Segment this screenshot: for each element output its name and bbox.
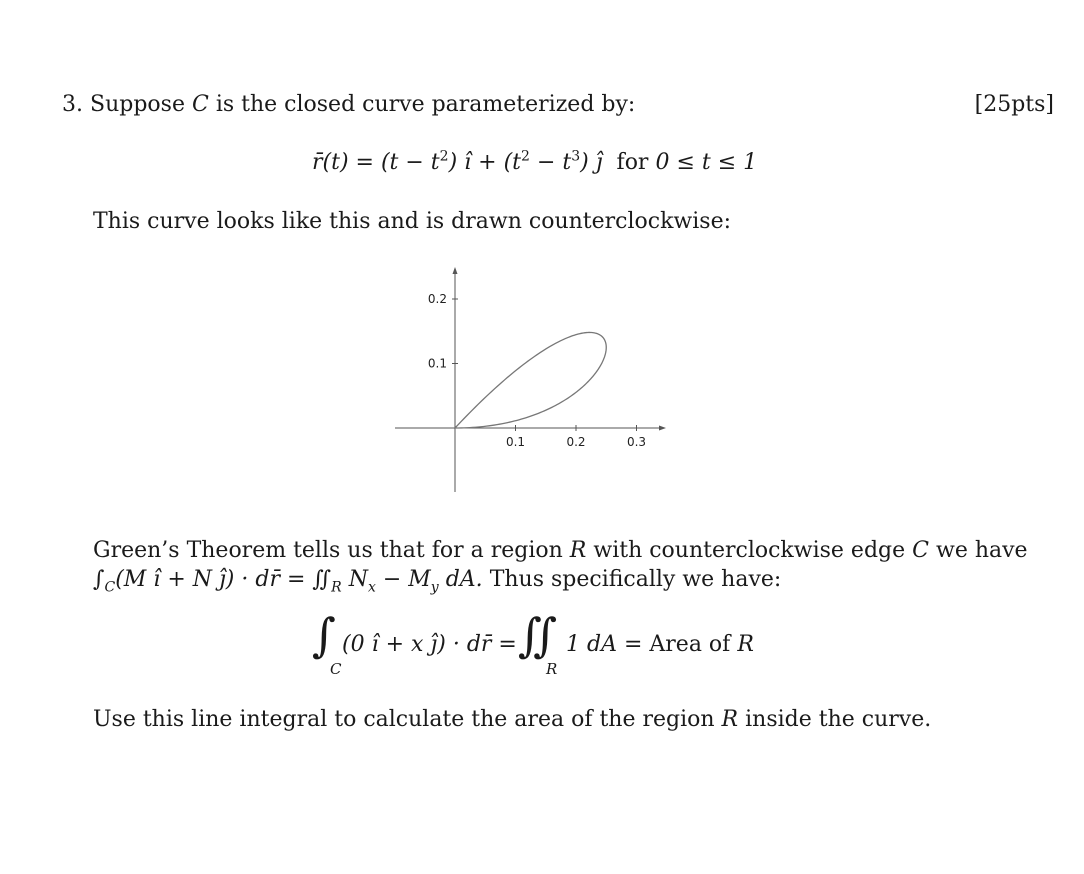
eq-integral-sub: C — [330, 660, 342, 678]
problem-number: 3. — [62, 92, 83, 117]
x-axis-arrow — [659, 426, 666, 431]
eq-double-integral-sign: ∬ — [518, 608, 558, 662]
greens-line-1 — [93, 538, 1028, 564]
eq-rhs-text: 1 dA = — [566, 632, 650, 657]
instruction-text-a: Use this line integral to calculate the area of the region — [93, 707, 715, 732]
x-tick-label: 0.1 — [505, 435, 526, 449]
greens-text-c: we have — [935, 538, 1028, 563]
eq-area-R: R — [737, 632, 754, 657]
greens-line-2 — [93, 567, 782, 596]
greens-C: C — [912, 538, 929, 563]
intro-pre: Suppose — [90, 92, 185, 117]
greens-dA: dA. — [438, 567, 483, 592]
x-ticks — [506, 425, 646, 449]
parameterization-equation — [312, 150, 757, 176]
greens-text-b: with counterclockwise edge — [593, 538, 906, 563]
y-axis-arrow — [453, 267, 458, 274]
points-label: [25pts] — [974, 92, 1054, 117]
greens-int: ∫ — [93, 567, 105, 592]
param-exp2: 2 — [439, 148, 449, 165]
param-for: for — [616, 150, 649, 175]
greens-int-sub: C — [104, 579, 116, 596]
y-ticks — [428, 292, 458, 371]
problem-header — [62, 92, 635, 118]
param-mid: ) î + (t — [448, 150, 522, 175]
y-tick-label: 0.1 — [427, 356, 447, 371]
greens-N: N — [348, 567, 368, 592]
greens-y: y — [430, 579, 439, 596]
greens-tail: Thus specifically we have: — [489, 567, 782, 592]
eq-area-text: Area of — [649, 632, 731, 657]
param-exp2b: 2 — [521, 148, 530, 165]
instruction-text-b: inside the curve. — [745, 707, 932, 732]
x-tick-label: 0.2 — [566, 435, 586, 449]
greens-mid: (M î + N ĵ) · dr̄ = ∬ — [115, 567, 332, 592]
eq-integral-sign: ∫ — [312, 608, 336, 662]
y-tick-label: 0.2 — [427, 292, 447, 306]
curve-path — [455, 332, 606, 428]
greens-text-a: Green’s Theorem tells us that for a region — [93, 538, 563, 563]
eq-rhs — [566, 632, 754, 658]
greens-minus-M: − M — [375, 567, 431, 592]
greens-x: x — [367, 579, 376, 596]
instruction-R: R — [721, 707, 739, 732]
intro-post: is the closed curve parameterized by: — [215, 92, 636, 117]
instruction — [93, 707, 931, 733]
curve-description: This curve looks like this and is drawn counterclockwise: — [93, 209, 732, 234]
greens-dint-sub: R — [331, 579, 342, 596]
x-tick-label: 0.3 — [626, 435, 647, 449]
curve-symbol: C — [191, 92, 209, 117]
param-range: 0 ≤ t ≤ 1 — [655, 150, 758, 175]
param-end: ) ĵ — [580, 150, 603, 175]
eq-integrand: (0 î + x ĵ) · dr̄ = — [342, 632, 517, 657]
eq-double-integral-sub: R — [546, 660, 558, 678]
curve-plot — [390, 260, 680, 500]
param-exp3: 3 — [571, 148, 581, 165]
greens-R: R — [569, 538, 587, 563]
param-lhs: r̄(t) = (t − t — [312, 150, 440, 175]
param-mid2: − t — [529, 150, 572, 175]
